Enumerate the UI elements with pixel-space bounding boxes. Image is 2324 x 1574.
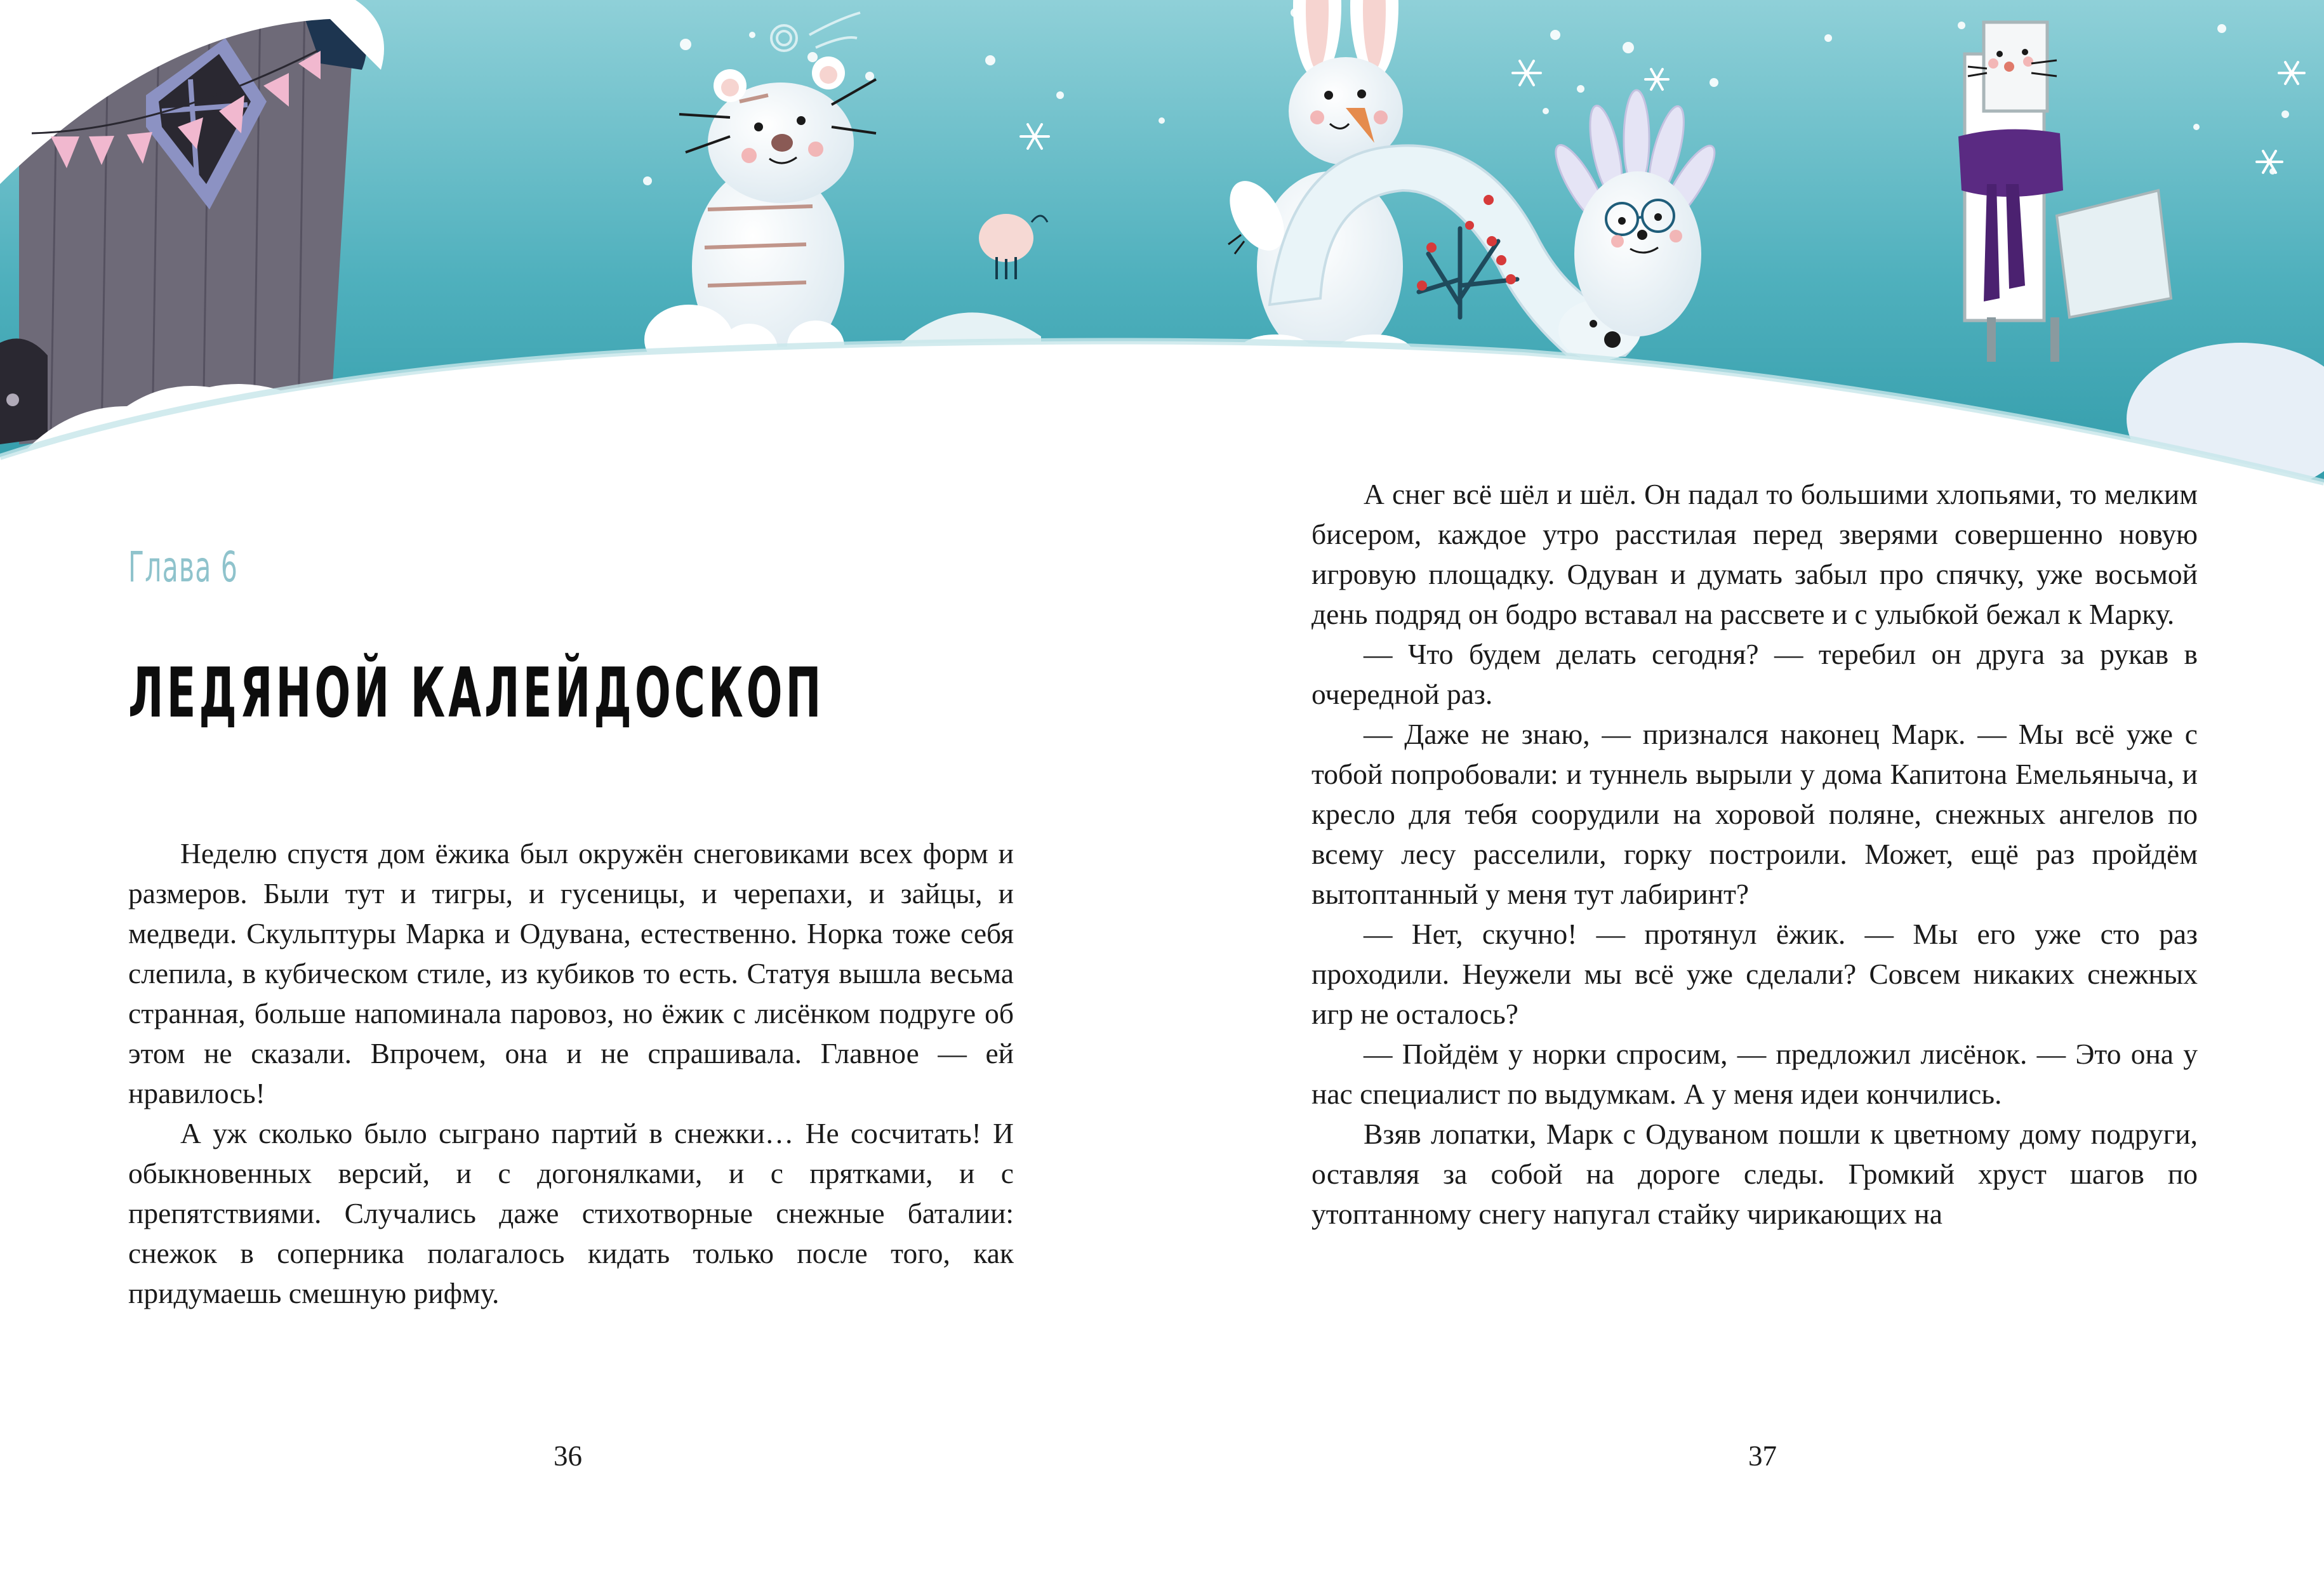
chapter-title: ЛЕДЯНОЙ КАЛЕЙДОСКОП (128, 654, 825, 733)
right-page-body (1311, 474, 2198, 1234)
left-page-body (128, 833, 1014, 1313)
paragraph: — Нет, скучно! — протянул ёжик. — Мы его уже сто раз проходили. Неужели мы всё уже сделали? Совсем никаких снежных игр не осталось? (1311, 918, 2198, 1030)
paragraph: Неделю спустя дом ёжика был окружён снеговиками всех форм и размеров. Были тут и тигры, и гусеницы, и черепахи, и зайцы, и медведи. Скульптуры Марка и Одувана, естественно. Норка тоже себя слепила, в кубическом стиле, из кубиков то есть. Статуя вышла весьма странная, больше напоминала паровоз, но ёжик с лисёнком подруге об этом не сказали. Впрочем, она и не спрашивала. Главное — ей нравилось! (128, 837, 1014, 1109)
paragraph: А снег всё шёл и шёл. Он падал то большими хлопьями, то мелким бисером, каждое утро расстилая перед зверями совершенно новую игровую площадку. Одуван и думать забыл про спячку, уже восьмой день подряд он бодро вставал на рассвете и с улыбкой бежал к Марку. (1311, 478, 2198, 630)
paragraph: — Даже не знаю, — признался наконец Марк. — Мы всё уже с тобой попробовали: и туннель вырыли у дома Капитона Емельяныча, и кресло для тебя соорудили на хоровой поляне, снежных ангелов по всему лесу расселили, горку построили. Может, ещё раз пройдём вытоптанный у меня тут лабиринт? (1311, 718, 2198, 910)
page-number-left: 36 (554, 1440, 582, 1472)
paragraph: — Что будем делать сегодня? — теребил он друга за рукав в очередной раз. (1311, 638, 2198, 710)
page-number-right: 37 (1748, 1440, 1777, 1472)
paragraph: — Пойдём у норки спросим, — предложил лисёнок. — Это она у нас специалист по выдумкам. А у меня идеи кончились. (1311, 1038, 2198, 1110)
paragraph: Взяв лопатки, Марк с Одуваном пошли к цветному дому подруги, оставляя за собой на дороге следы. Громкий хруст шагов по утоптанному снегу напугал стайку чирикающих на (1311, 1118, 2198, 1230)
right-page (1162, 0, 2324, 1574)
chapter-label: Глава 6 (128, 543, 239, 592)
paragraph: А уж сколько было сыграно партий в снежки… Не сосчитать! И обыкновенных версий, и с догонялками, и с прятками, и с препятствиями. Случались даже стихотворные снежные баталии: снежок в соперника полагалось кидать только после того, как придумаешь смешную рифму. (128, 1117, 1014, 1309)
